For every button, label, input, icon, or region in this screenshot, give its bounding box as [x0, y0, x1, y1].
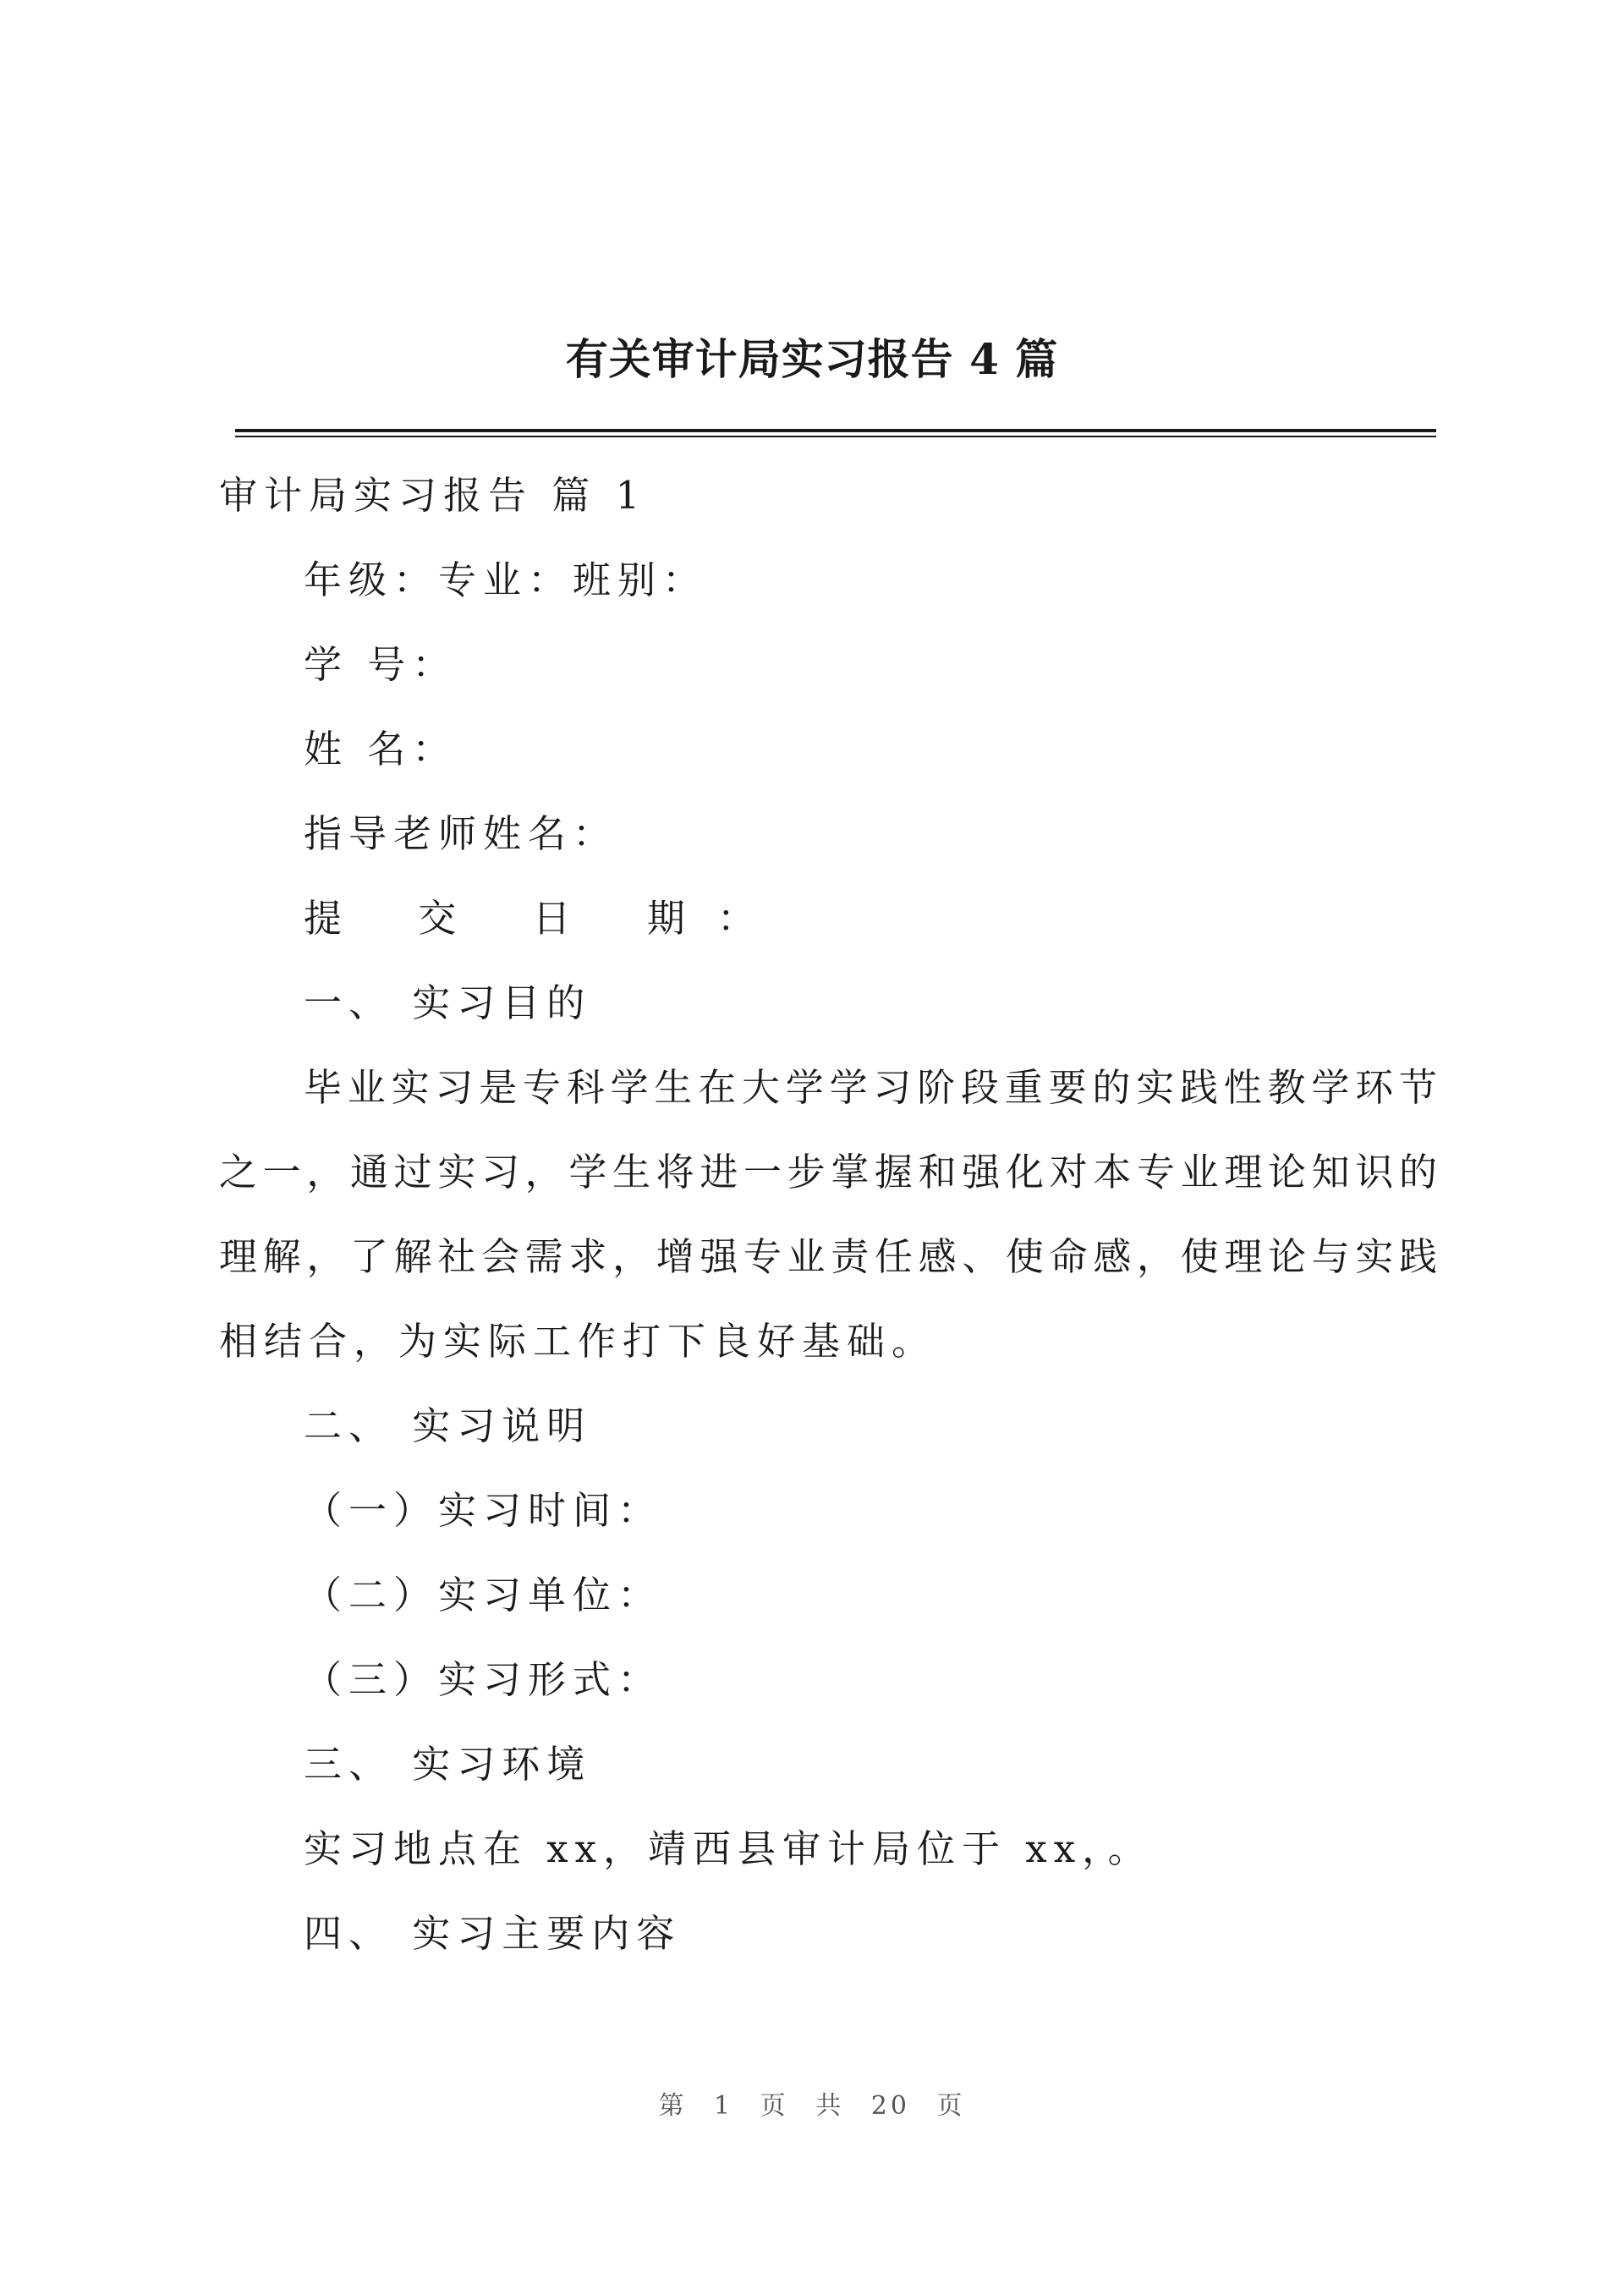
- document-title: 有关审计局实习报告 4 篇: [565, 334, 1059, 384]
- page-number-footer: 第 1 页 共 20 页: [658, 2091, 966, 2121]
- title-rule-thin: [235, 436, 1436, 437]
- field-advisor-name: 指导老师姓名：: [304, 811, 618, 856]
- paragraph-line: 相结合，为实际工作打下良好基础。: [219, 1319, 937, 1364]
- title-rule-thick: [235, 429, 1436, 432]
- field-internship-time: （一）实习时间：: [304, 1488, 663, 1533]
- heading-description: 二、 实习说明: [304, 1403, 592, 1448]
- field-name: 姓 名：: [304, 727, 458, 771]
- paragraph-line: 毕业实习是专科学生在大学学习阶段重要的实践性教学环节: [304, 1065, 1437, 1110]
- field-submit-date: 提 交 日 期：: [304, 896, 787, 941]
- paragraph-line: 理解，了解社会需求，增强专业责任感、使命感，使理论与实践: [219, 1234, 1437, 1279]
- section-heading: 审计局实习报告 篇 1: [219, 473, 647, 518]
- field-student-id: 学 号：: [304, 642, 458, 687]
- field-internship-form: （三）实习形式：: [304, 1657, 663, 1702]
- heading-main-content: 四、 实习主要内容: [304, 1911, 682, 1956]
- heading-environment: 三、 实习环境: [304, 1742, 592, 1787]
- paragraph-line: 之一，通过实习，学生将进一步掌握和强化对本专业理论知识的: [219, 1150, 1437, 1194]
- paragraph-location: 实习地点在 xx，靖西县审计局位于 xx，。: [304, 1826, 1153, 1871]
- field-grade-major-class: 年级：专业：班别：: [304, 557, 708, 602]
- field-internship-unit: （二）实习单位：: [304, 1573, 663, 1617]
- heading-purpose: 一、 实习目的: [304, 980, 592, 1025]
